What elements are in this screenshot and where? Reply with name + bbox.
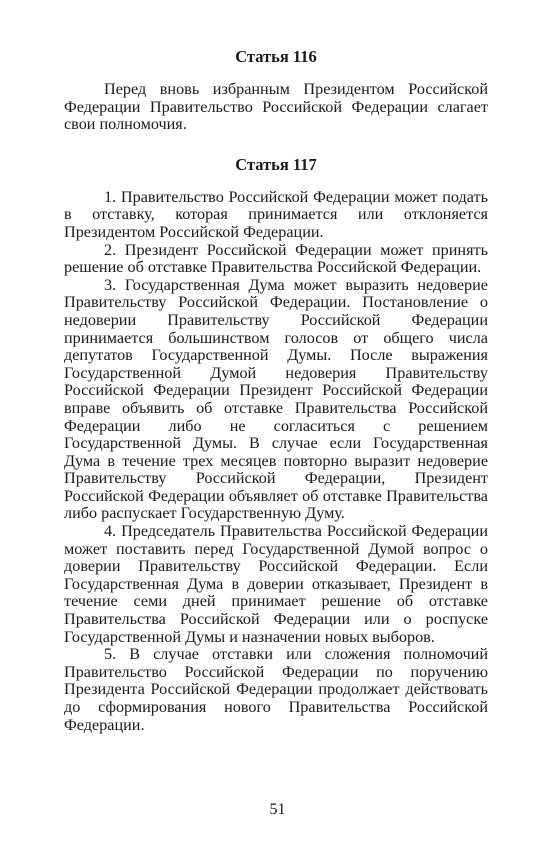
document-page [64,46,488,734]
article-116-heading: Статья 116 [235,47,317,66]
article-117-paragraph-3: 3. Государственная Дума может выразить недоверие Правительству Российской Федерации. Постановление о недоверии Правительству Российской Федерации принимается большинством голосов от общего числа депутатов Государственной Думы. После выражения Государственной Думой недоверия Правительству Российской Федерации Президент Российской Федерации вправе объявить об отставке Правительства Российской Федерации либо не согласиться с решением Государственной Думы. В случае если Государственная Дума в течение трех месяцев повторно выразит недоверие Правительству Российской Федерации, Президент Российской Федерации объявляет об отставке Правительства либо распускает Государственную Думу. [64,275,488,523]
page-number: 51 [269,801,286,818]
article-116-paragraph-1: Перед вновь избранным Президентом Российской Федерации Правительство Российской Федерации слагает свои полномочия. [64,80,488,134]
article-117-paragraph-2: 2. Президент Российской Федерации может принять решение об отставке Правительства Российской Федерации. [64,240,488,277]
article-117-paragraph-5: 5. В случае отставки или сложения полномочий Правительство Российской Федерации по поручению Президента Российской Федерации продолжает действовать до сформирования нового Правительства Российской Федерации. [64,645,488,734]
article-117-paragraph-1: 1. Правительство Российской Федерации может подать в отставку, которая принимается или отклоняется Президентом Российской Федерации. [64,187,488,241]
article-117-heading: Статья 117 [235,154,317,174]
article-117-paragraph-4: 4. Председатель Правительства Российской Федерации может поставить перед Государственной Думой вопрос о доверии Правительству Российской Федерации. Если Государственная Дума в доверии отказывает, Президент в течение семи дней принимает решение об отставке Правительства Российской Федерации или о роспуске Государственной Думы и назначении новых выборов. [64,522,488,646]
